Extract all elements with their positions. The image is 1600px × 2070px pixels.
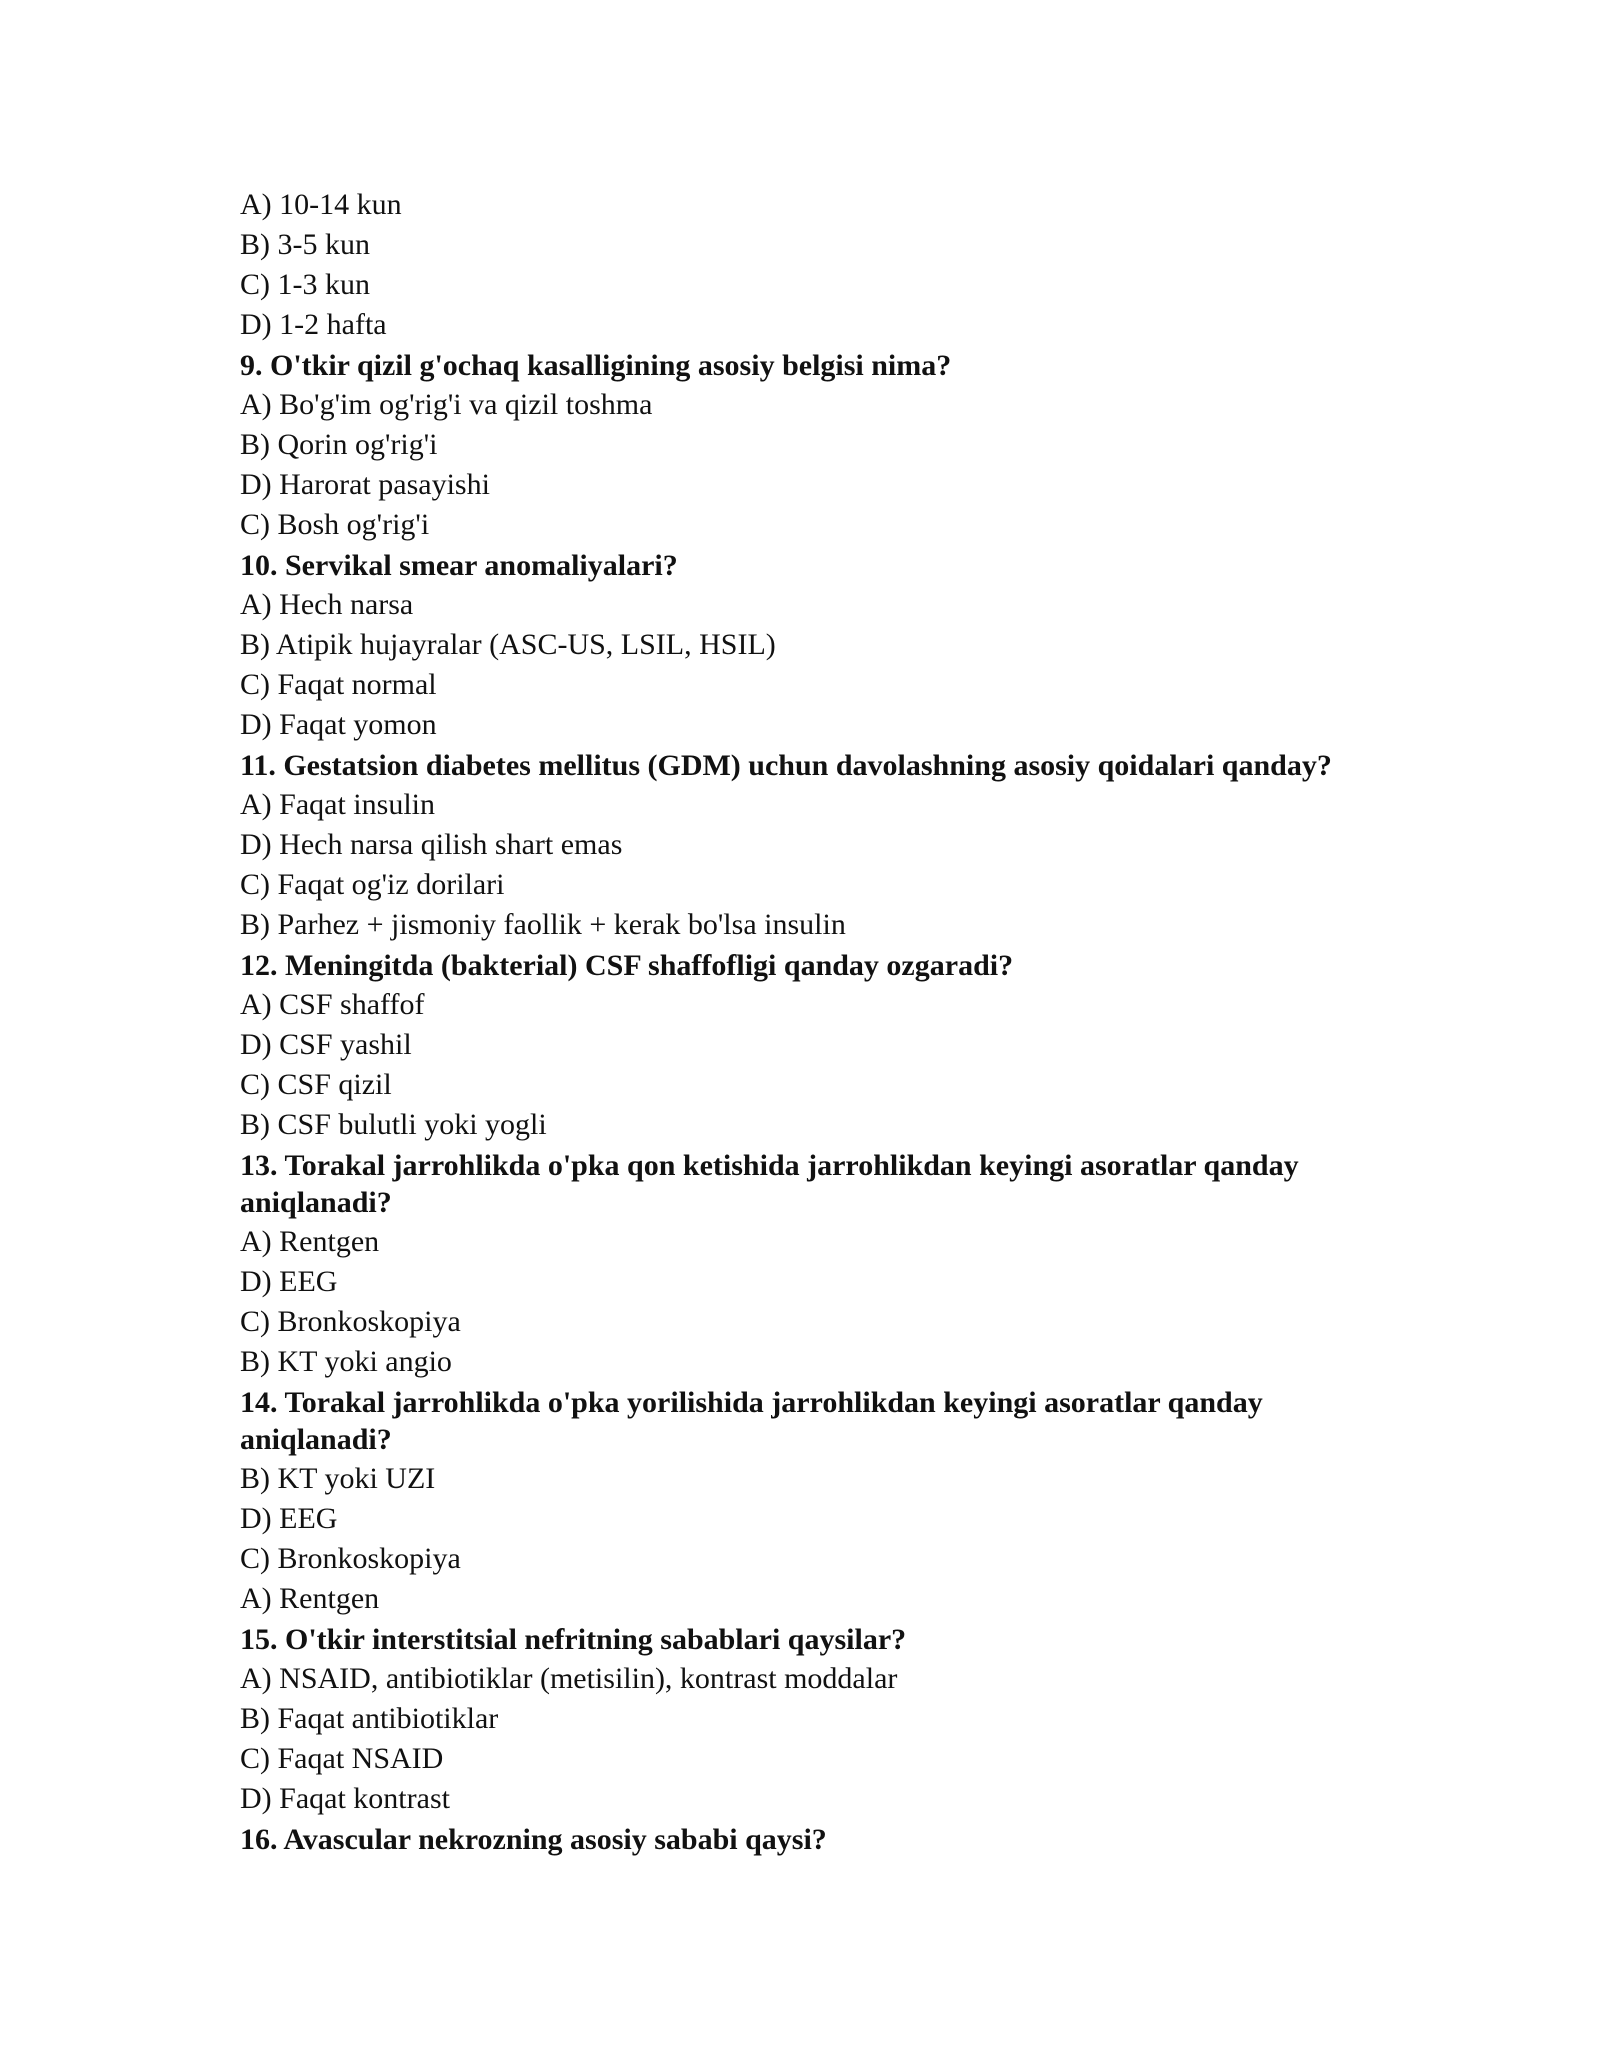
- answer-option: A) Rentgen: [240, 1225, 380, 1258]
- answer-option: C) 1-3 kun: [240, 268, 370, 301]
- question-block: [240, 1147, 1420, 1382]
- question-block: [240, 1821, 1420, 1858]
- answer-option: D) EEG: [240, 1502, 338, 1535]
- answer-option: A) Hech narsa: [240, 588, 414, 621]
- answer-option: B) Qorin og'rig'i: [240, 428, 438, 461]
- question-text: 10. Servikal smear anomaliyalari?: [240, 549, 678, 582]
- answer-option: C) Faqat NSAID: [240, 1742, 444, 1775]
- question-text: 9. O'tkir qizil g'ochaq kasalligining asosiy belgisi nima?: [240, 349, 952, 382]
- answer-option: B) KT yoki angio: [240, 1345, 452, 1378]
- question-block: [240, 347, 1420, 545]
- answer-option: A) Bo'g'im og'rig'i va qizil toshma: [240, 388, 653, 421]
- answer-option: D) Faqat yomon: [240, 708, 437, 741]
- answer-option: D) Harorat pasayishi: [240, 468, 490, 501]
- question-block: [240, 947, 1420, 1145]
- question-text: 16. Avascular nekrozning asosiy sababi qaysi?: [240, 1823, 827, 1856]
- question-block: [240, 547, 1420, 745]
- answer-option: A) Rentgen: [240, 1582, 380, 1615]
- question-text: 13. Torakal jarrohlikda o'pka qon ketishida jarrohlikdan keyingi asoratlar qanday aniqlanadi?: [240, 1149, 1299, 1219]
- answer-option: B) Faqat antibiotiklar: [240, 1702, 499, 1735]
- answer-option: B) 3-5 kun: [240, 228, 370, 261]
- question-block: [240, 1384, 1420, 1619]
- answer-option: B) KT yoki UZI: [240, 1462, 436, 1495]
- answer-option: C) Faqat normal: [240, 668, 437, 701]
- question-block: [240, 747, 1420, 945]
- answer-option: D) Hech narsa qilish shart emas: [240, 828, 623, 861]
- question-text: 14. Torakal jarrohlikda o'pka yorilishida jarrohlikdan keyingi asoratlar qanday aniqlanadi?: [240, 1386, 1263, 1456]
- answer-option: B) Parhez + jismoniy faollik + kerak bo'lsa insulin: [240, 908, 846, 941]
- answer-option: C) CSF qizil: [240, 1068, 392, 1101]
- question-block: [240, 1621, 1420, 1819]
- question-text: 12. Meningitda (bakterial) CSF shaffofligi qanday ozgaradi?: [240, 949, 1014, 982]
- answer-option: D) Faqat kontrast: [240, 1782, 450, 1815]
- answer-option: D) CSF yashil: [240, 1028, 412, 1061]
- answer-option: C) Bronkoskopiya: [240, 1305, 461, 1338]
- question-text: 11. Gestatsion diabetes mellitus (GDM) uchun davolashning asosiy qoidalari qanday?: [240, 749, 1332, 782]
- answer-option: A) NSAID, antibiotiklar (metisilin), kontrast moddalar: [240, 1662, 898, 1695]
- answer-option: C) Faqat og'iz dorilari: [240, 868, 505, 901]
- answer-option: B) CSF bulutli yoki yogli: [240, 1108, 547, 1141]
- answer-option: D) 1-2 hafta: [240, 308, 387, 341]
- document-page: [240, 185, 1420, 1859]
- question-text: 15. O'tkir interstitsial nefritning sabablari qaysilar?: [240, 1623, 907, 1656]
- answer-option: A) CSF shaffof: [240, 988, 425, 1021]
- answer-option: D) EEG: [240, 1265, 338, 1298]
- answer-option: B) Atipik hujayralar (ASC-US, LSIL, HSIL): [240, 628, 776, 661]
- answer-option: A) Faqat insulin: [240, 788, 435, 821]
- answer-option: A) 10-14 kun: [240, 188, 402, 221]
- lead-options: [240, 185, 1420, 345]
- answer-option: C) Bosh og'rig'i: [240, 508, 430, 541]
- answer-option: C) Bronkoskopiya: [240, 1542, 461, 1575]
